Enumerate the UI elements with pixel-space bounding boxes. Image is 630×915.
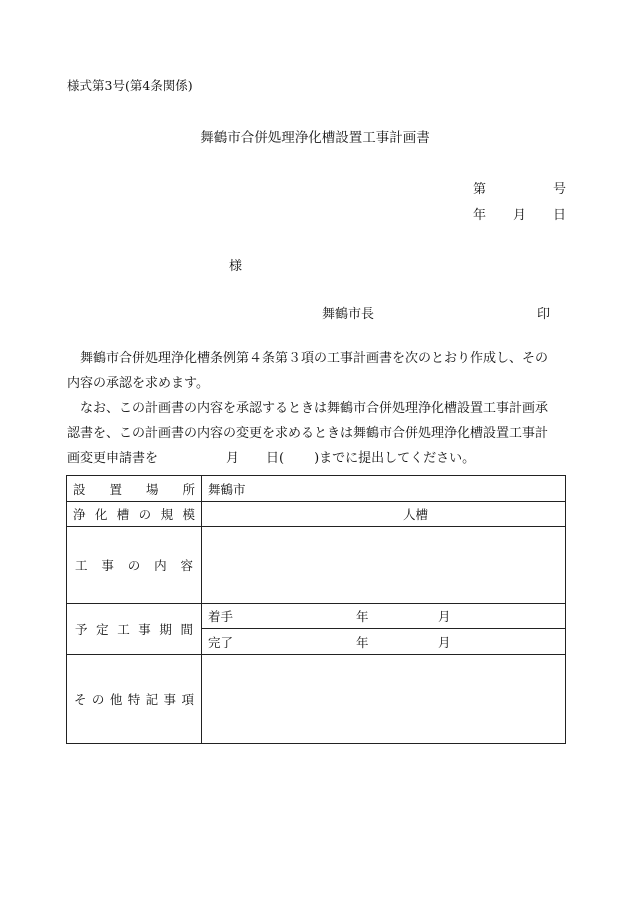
start-label: 着手 <box>208 609 234 624</box>
label-char: の <box>91 692 105 707</box>
label-char: 予 <box>75 622 88 637</box>
content-value[interactable] <box>202 527 566 604</box>
label-char: 模 <box>182 507 195 522</box>
label-scale <box>67 502 202 527</box>
label-char: 槽 <box>116 507 130 522</box>
start-year-unit: 年 <box>356 609 369 624</box>
other-notes-value[interactable] <box>202 655 566 744</box>
label-char: 容 <box>180 558 193 573</box>
paragraph-1-line-2: 内容の承認を求めます。 <box>67 376 209 391</box>
paragraph-1-line-1: 舞鶴市合併処理浄化槽条例第４条第３項の工事計画書を次のとおり作成し、その <box>80 351 549 366</box>
addressee-suffix: 様 <box>229 259 243 274</box>
row-scale <box>67 502 566 527</box>
number-prefix: 第 <box>473 182 487 197</box>
scale-value[interactable] <box>202 502 566 527</box>
label-char: 所 <box>182 481 195 497</box>
label-char: 浄 <box>73 507 86 522</box>
deadline-prefix: 画変更申請書を <box>67 451 159 466</box>
plan-table <box>66 475 566 744</box>
start-month-unit: 月 <box>438 609 451 624</box>
label-char: 設 <box>73 481 86 497</box>
label-char: そ <box>74 692 87 707</box>
label-char: 事 <box>138 622 151 637</box>
label-char: 工 <box>117 622 130 637</box>
label-char: 置 <box>109 481 122 497</box>
finish-year-unit: 年 <box>356 634 369 650</box>
deadline-suffix: )までに提出してください。 <box>314 451 476 466</box>
label-char: 内 <box>154 558 167 573</box>
label-char: 場 <box>145 481 159 497</box>
label-char: 記 <box>145 692 159 707</box>
number-suffix: 号 <box>552 182 566 197</box>
date-month: 月 <box>512 208 526 223</box>
label-char: 定 <box>96 622 109 637</box>
scale-unit: 人槽 <box>402 507 428 522</box>
date-day: 日 <box>552 208 566 223</box>
label-char: 特 <box>127 692 141 707</box>
row-period-start <box>67 604 566 629</box>
label-char: 事 <box>163 692 177 707</box>
label-char: 工 <box>75 558 88 573</box>
document-date-row <box>473 204 566 223</box>
seal-mark: 印 <box>537 307 551 322</box>
label-char: 間 <box>180 622 193 637</box>
start-date-field[interactable] <box>202 604 566 629</box>
label-content <box>67 527 202 604</box>
document-number-row <box>473 178 566 197</box>
row-location <box>67 476 566 502</box>
deadline-month: 月 <box>226 451 240 466</box>
row-other <box>67 655 566 744</box>
label-char: 規 <box>160 507 174 522</box>
paragraph-2-line-3 <box>67 446 567 471</box>
row-content <box>67 527 566 604</box>
label-char: 期 <box>159 622 172 637</box>
form-number: 様式第3号(第4条関係) <box>67 78 193 93</box>
label-char: 化 <box>94 507 108 522</box>
label-location <box>67 476 202 502</box>
label-char: 他 <box>109 692 123 707</box>
location-value[interactable]: 舞鶴市 <box>202 476 566 502</box>
label-period <box>67 604 202 655</box>
finish-label: 完了 <box>208 634 234 650</box>
body-text <box>67 346 567 471</box>
label-char: 事 <box>101 558 114 573</box>
deadline-day: 日( <box>266 451 285 466</box>
label-char: の <box>138 507 152 522</box>
finish-month-unit: 月 <box>438 634 451 650</box>
finish-date-field[interactable] <box>202 629 566 655</box>
date-year: 年 <box>473 208 487 223</box>
label-char: の <box>127 558 141 573</box>
label-char: 項 <box>181 692 194 707</box>
paragraph-2-line-2: 認書を、この計画書の内容の変更を求めるときは舞鶴市合併処理浄化槽設置工事計 <box>67 426 549 441</box>
paragraph-2-line-1: なお、この計画書の内容を承認するときは舞鶴市合併処理浄化槽設置工事計画承 <box>80 401 549 416</box>
label-other <box>67 655 202 744</box>
issuer-name: 舞鶴市長 <box>322 307 375 322</box>
document-title: 舞鶴市合併処理浄化槽設置工事計画書 <box>200 130 430 146</box>
